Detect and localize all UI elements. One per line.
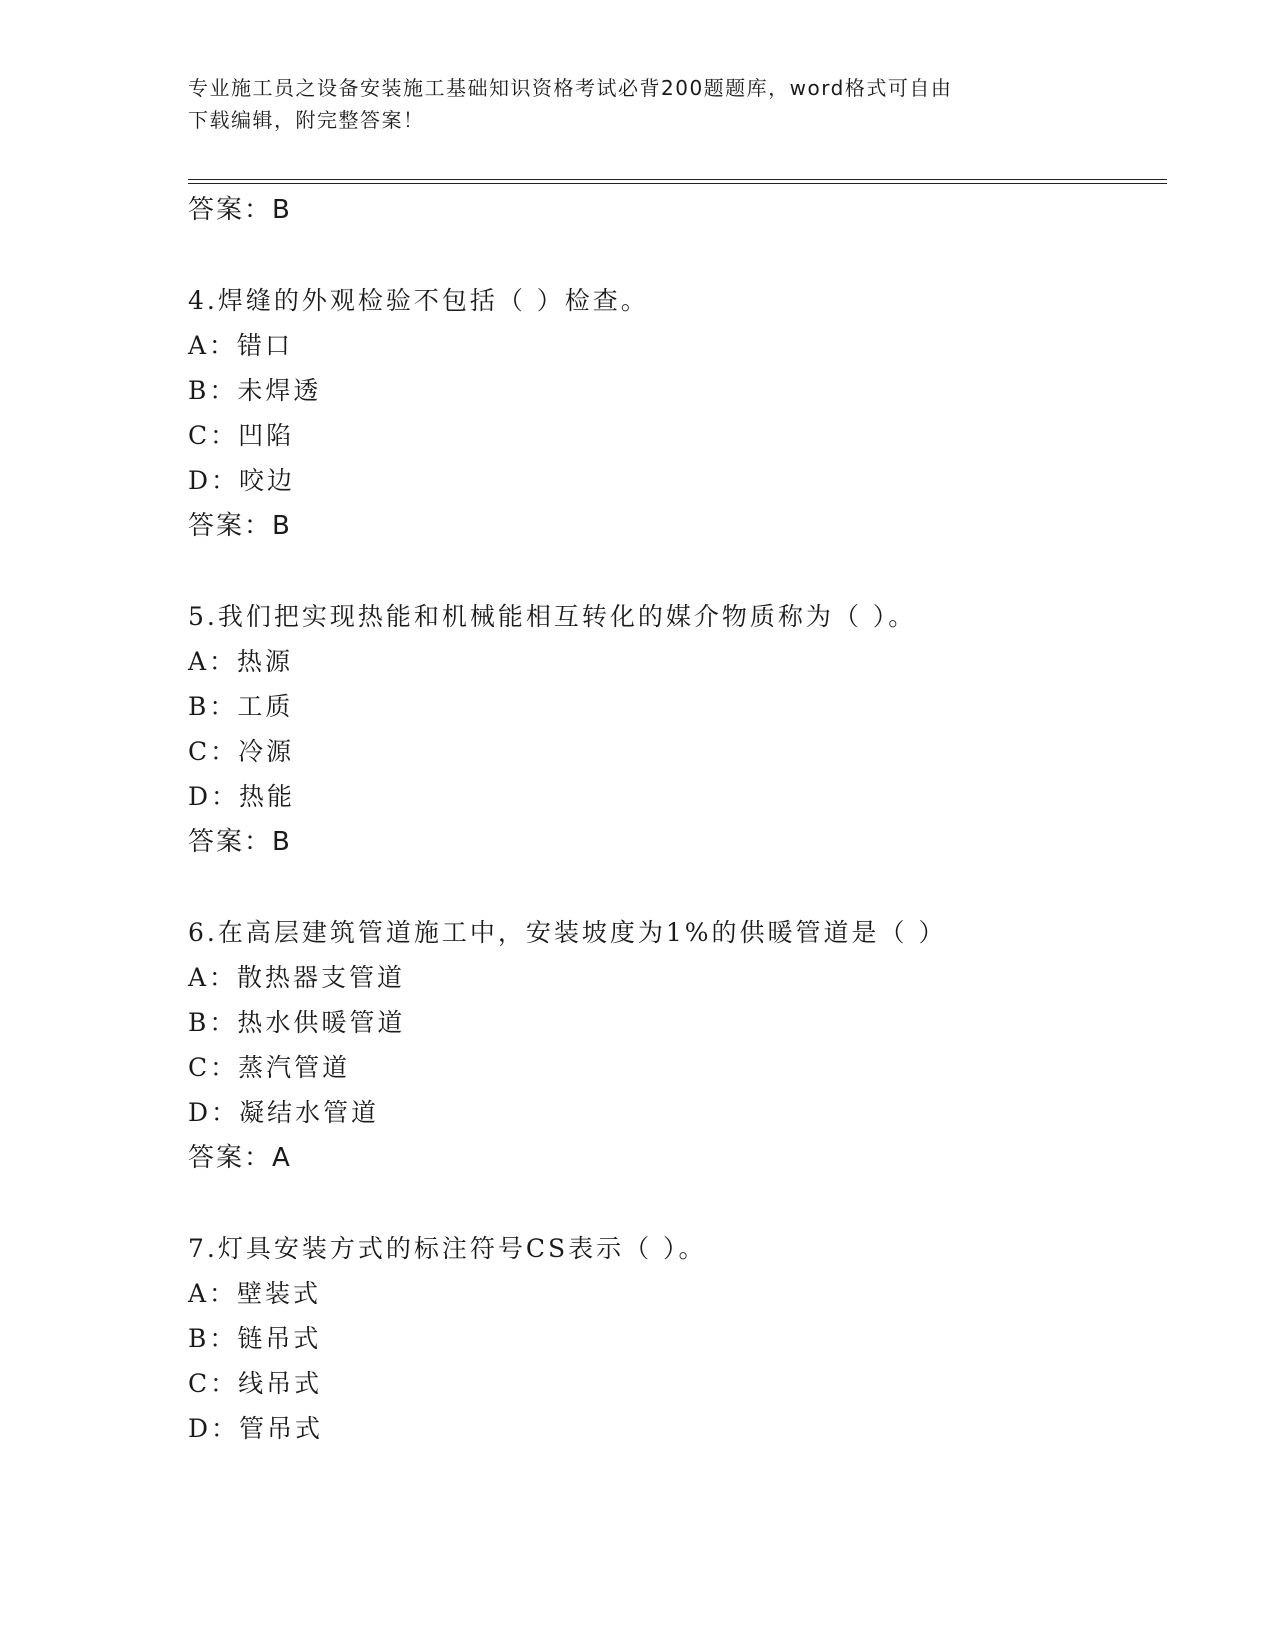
question-stem: 4.焊缝的外观检验不包括（ ）检查。 (188, 286, 649, 315)
option-d: D：管吊式 (188, 1414, 324, 1443)
answer-line: 答案：A (188, 1143, 292, 1173)
option-d: D：咬边 (188, 466, 296, 495)
question-stem: 6.在高层建筑管道施工中，安装坡度为1%的供暖管道是（ ） (188, 918, 947, 947)
option-c: C：线吊式 (188, 1369, 323, 1398)
option-b: B：工质 (188, 692, 294, 721)
option-c: C：冷源 (188, 737, 295, 766)
option-c: C：凹陷 (188, 421, 295, 450)
option-b: B：链吊式 (188, 1324, 322, 1353)
option-a: A：壁装式 (188, 1279, 322, 1308)
option-c: C：蒸汽管道 (188, 1053, 351, 1082)
header-divider (188, 179, 1167, 184)
option-b: B：热水供暖管道 (188, 1008, 406, 1037)
question-stem: 7.灯具安装方式的标注符号CS表示（ ）。 (188, 1234, 707, 1263)
option-d: D：热能 (188, 782, 296, 811)
option-a: A：热源 (188, 647, 294, 676)
option-a: A：错口 (188, 331, 294, 360)
answer-line: 答案：B (188, 511, 292, 541)
question-stem: 5.我们把实现热能和机械能相互转化的媒介物质称为（ ）。 (188, 602, 917, 631)
option-a: A：散热器支管道 (188, 963, 406, 992)
header-line-1: 专业施工员之设备安装施工基础知识资格考试必背200题题库，word格式可自由 (188, 76, 953, 100)
header-line-2: 下载编辑，附完整答案！ (188, 108, 425, 132)
document-header (188, 72, 1088, 136)
answer-line: 答案：B (188, 827, 292, 857)
option-b: B：未焊透 (188, 376, 322, 405)
option-d: D：凝结水管道 (188, 1098, 380, 1127)
answer-line: 答案：B (188, 195, 292, 225)
